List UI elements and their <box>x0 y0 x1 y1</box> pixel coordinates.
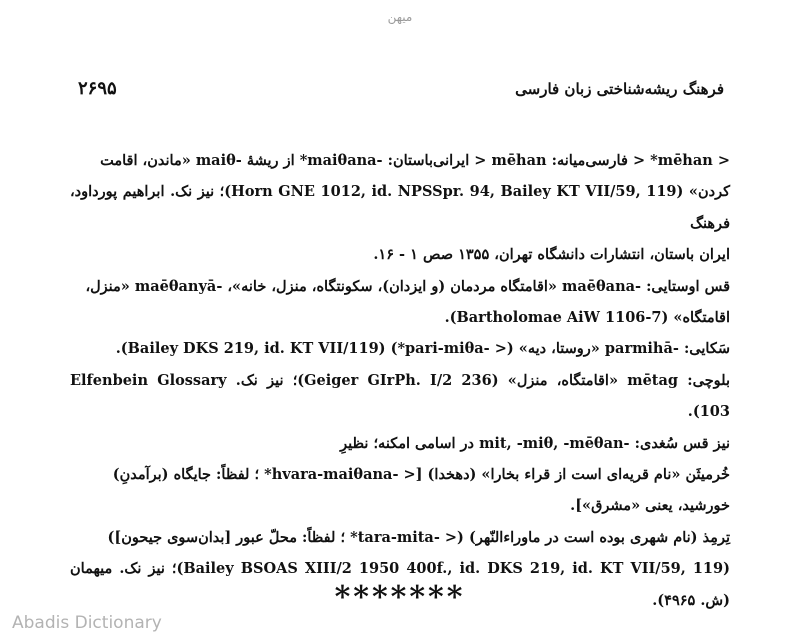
tab-title: میهن <box>387 10 413 24</box>
entry-line: کردن» (Horn GNE 1012, id. NPSSpr. 94, Bailey KT VII/59, 119)؛ نیز نک. ابراهیم پورداود، فرهنگ <box>70 183 731 232</box>
entry-line: سَکایی: -parmihā «روستا، دیه» (< -pari-miθa*) (Bailey DKS 219, id. KT VII/119). <box>115 340 730 358</box>
watermark: Abadis Dictionary <box>12 613 162 633</box>
page-number: ۲۶۹۵ <box>78 78 117 99</box>
entry-line: تِرمِذ (نام شهری بوده است در ماوراءالنّهر) (< -tara-mita* ؛ لفظاً: محلّ عبور [بدان‌سوی جیحون]) <box>107 528 730 546</box>
entry-line: < mēhan* < فارسی‌میانه: mēhan < ایرانی‌باستان: -maiθana* از ریشهٔ -maiθ «ماندن، اقامت <box>100 152 730 169</box>
entry-line: نیز قس سُغدی: -mit, -miθ, -mēθan در اسامی امکنه؛ نظیرِ <box>340 434 730 452</box>
entry-line: خُرمیثَن «نام قریه‌ای است از قراء بخارا» (دهخدا) [< -hvara-maiθana* ؛ لفظاً: جایگاه (برآمدنِ) <box>112 466 730 484</box>
entry-line: بلوچی: mētag «اقامتگاه، منزل» (Geiger GIrPh. I/2 236)؛ نیز نک. Elfenbein Glossary 103). <box>70 371 730 421</box>
dictionary-entry <box>70 145 730 616</box>
entry-line: ایران باستان، انتشارات دانشگاه تهران، ۱۳۵۵ صص ۱ - ۱۶. <box>373 246 730 264</box>
running-head: فرهنگ ریشه‌شناختی زبان فارسی <box>515 80 724 98</box>
entry-line: قس اوستایی: -maēθana «اقامتگاه مردمان (و ایزدان)، سکونتگاه، منزل، خانه»، -maēθanyā «منزل، <box>85 277 730 295</box>
section-divider: ******* <box>334 580 466 615</box>
entry-line: اقامتگاه» (Bartholomae AiW 1106-7). <box>444 309 730 327</box>
entry-line: (Bailey BSOAS XIII/2 1950 400f., id. DKS 219, id. KT VII/59, 119)؛ نیز نک. میهمان (ش. ۴۹۶۵). <box>70 560 730 609</box>
entry-line: خورشید، یعنی «مشرق»]. <box>570 497 730 515</box>
